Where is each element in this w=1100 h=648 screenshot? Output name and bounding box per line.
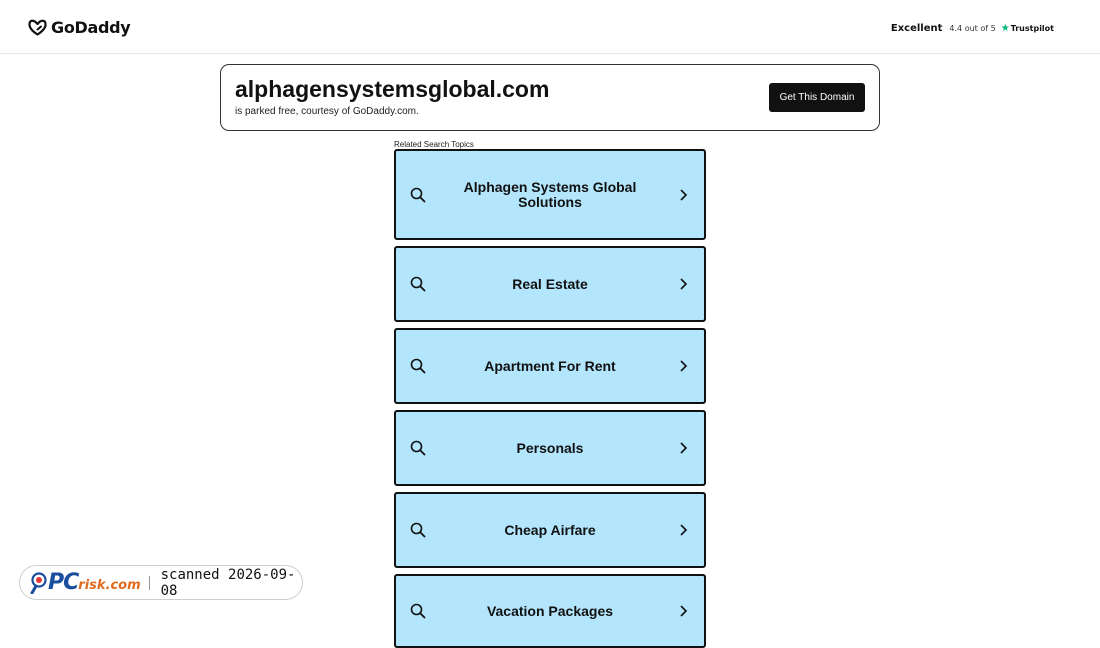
domain-name: alphagensystemsglobal.com <box>235 76 550 102</box>
chevron-right-icon <box>678 441 688 455</box>
related-topics-heading: Related Search Topics <box>394 140 474 149</box>
parked-notice: is parked free, courtesy of GoDaddy.com. <box>235 106 419 117</box>
topic-label: Apartment For Rent <box>484 357 616 374</box>
pcrisk-brand-rest: risk.com <box>78 578 141 593</box>
godaddy-logo[interactable] <box>27 17 130 37</box>
topic-label: Vacation Packages <box>486 602 614 619</box>
trustpilot-star-icon: ★ <box>1000 23 1010 34</box>
search-icon <box>410 522 426 538</box>
topic-label: Real Estate <box>512 275 588 292</box>
magnifier-logo-icon <box>30 572 48 594</box>
topic-link[interactable] <box>394 328 706 404</box>
topic-link[interactable] <box>394 246 706 322</box>
get-this-domain-button[interactable]: Get This Domain <box>769 83 865 112</box>
search-icon <box>410 358 426 374</box>
topic-link[interactable] <box>394 492 706 568</box>
logo-wordmark: GoDaddy <box>51 17 131 37</box>
chevron-right-icon <box>678 277 688 291</box>
trustpilot-rating[interactable] <box>891 23 1054 34</box>
domain-card <box>220 64 880 131</box>
topic-link[interactable] <box>394 574 706 648</box>
pcrisk-scan-badge <box>19 565 303 600</box>
chevron-right-icon <box>678 188 688 202</box>
chevron-right-icon <box>678 604 688 618</box>
pcrisk-brand-pc: PC <box>48 570 79 595</box>
rating-provider: Trustpilot <box>1010 24 1054 33</box>
rating-score: 4.4 out of 5 <box>949 24 996 33</box>
scan-date-text: scanned 2026-09-08 <box>160 566 296 599</box>
badge-divider <box>149 576 150 590</box>
top-bar <box>0 0 1100 54</box>
topic-link[interactable] <box>394 149 706 240</box>
search-icon <box>410 440 426 456</box>
topic-label: Personals <box>516 439 584 456</box>
topic-label: Alphagen Systems Global Solutions <box>463 178 637 210</box>
related-topics-list <box>394 149 706 648</box>
topic-link[interactable] <box>394 410 706 486</box>
search-icon <box>410 276 426 292</box>
chevron-right-icon <box>678 359 688 373</box>
godaddy-mark-icon <box>27 17 48 37</box>
search-icon <box>410 187 426 203</box>
topic-label: Cheap Airfare <box>504 521 596 538</box>
search-icon <box>410 603 426 619</box>
pcrisk-logo <box>30 570 141 595</box>
rating-label: Excellent <box>890 23 943 34</box>
chevron-right-icon <box>678 523 688 537</box>
